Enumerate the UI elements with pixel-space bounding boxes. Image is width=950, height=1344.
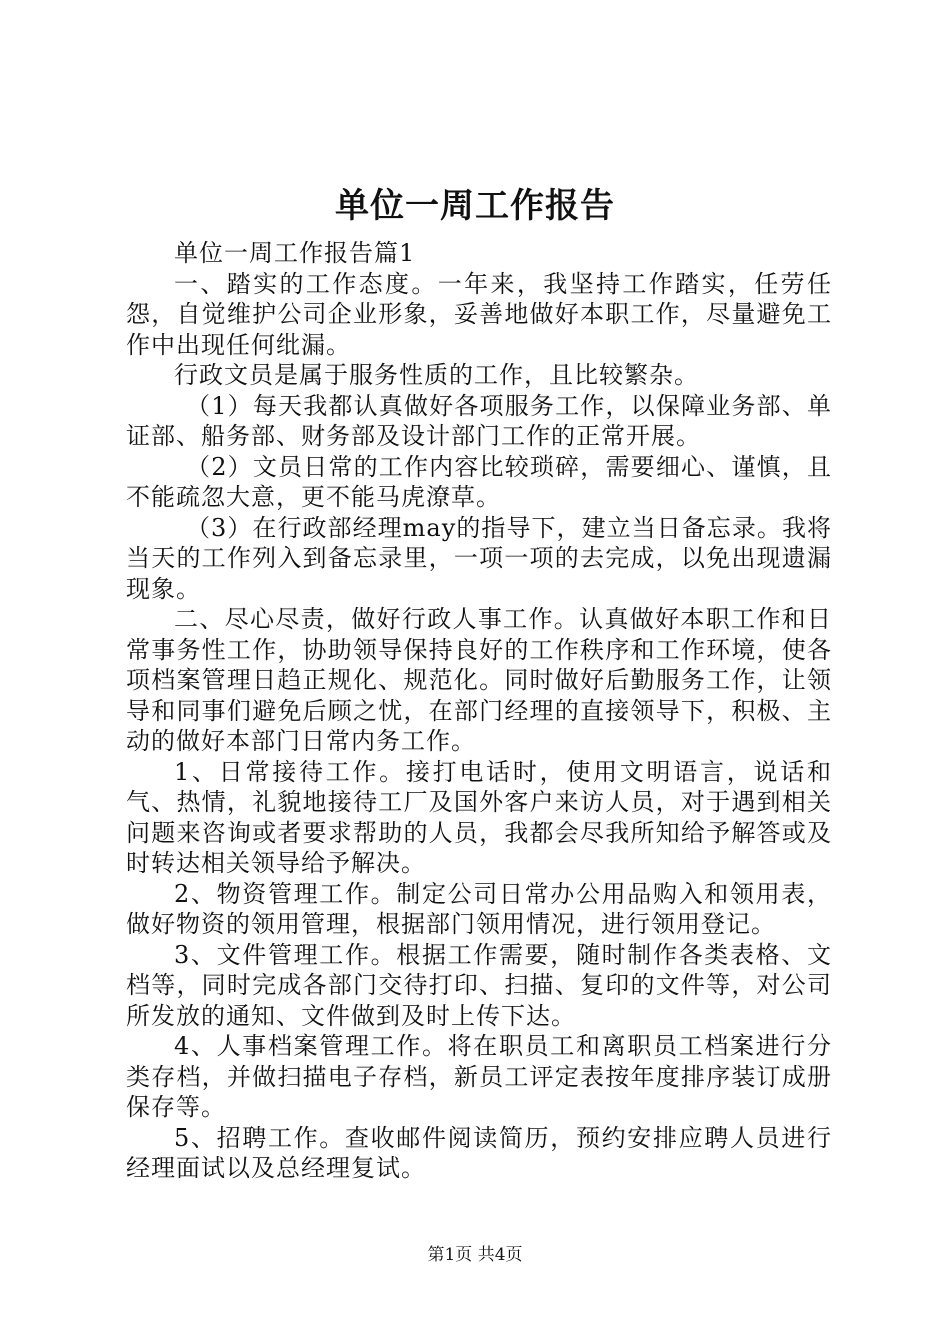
document-body [126, 238, 832, 1184]
page-footer: 第1页 共4页 [427, 1245, 523, 1265]
paragraph: 5、招聘工作。查收邮件阅读简历，预约安排应聘人员进行经理面试以及总经理复试。 [126, 1123, 832, 1182]
paragraph: 二、尽心尽责，做好行政人事工作。认真做好本职工作和日常事务性工作，协助领导保持良好的工作秩序和工作环境，使各项档案管理日趋正规化、规范化。同时做好后勤服务工作，让领导和同事们避免后顾之忧，在部门经理的直接领导下，积极、主动的做好本部门日常内务工作。 [126, 605, 832, 755]
document-title: 单位一周工作报告 [335, 186, 615, 226]
paragraph: （1）每天我都认真做好各项服务工作，以保障业务部、单证部、船务部、财务部及设计部门工作的正常开展。 [126, 391, 832, 450]
paragraph: （2）文员日常的工作内容比较琐碎，需要细心、谨慎，且不能疏忽大意，更不能马虎潦草。 [126, 452, 832, 511]
paragraph: 3、文件管理工作。根据工作需要，随时制作各类表格、文档等，同时完成各部门交待打印、扫描、复印的文件等，对公司所发放的通知、文件做到及时上传下达。 [126, 940, 832, 1030]
paragraph: 2、物资管理工作。制定公司日常办公用品购入和领用表，做好物资的领用管理，根据部门领用情况，进行领用登记。 [126, 879, 832, 938]
section-heading: 单位一周工作报告篇1 [174, 239, 416, 267]
paragraph: 一、踏实的工作态度。一年来，我坚持工作踏实，任劳任怨，自觉维护公司企业形象，妥善地做好本职工作，尽量避免工作中出现任何纰漏。 [126, 269, 832, 359]
paragraph: 4、人事档案管理工作。将在职员工和离职员工档案进行分类存档，并做扫描电子存档，新员工评定表按年度排序装订成册保存等。 [126, 1032, 832, 1121]
paragraph: 1、日常接待工作。接打电话时，使用文明语言，说话和气、热情，礼貌地接待工厂及国外客户来访人员，对于遇到相关问题来咨询或者要求帮助的人员，我都会尽我所知给予解答或及时转达相关领导给予解决。 [126, 757, 832, 877]
paragraph: （3）在行政部经理may的指导下，建立当日备忘录。我将当天的工作列入到备忘录里，一项一项的去完成，以免出现遗漏现象。 [126, 513, 832, 603]
paragraph: 行政文员是属于服务性质的工作，且比较繁杂。 [174, 361, 699, 389]
